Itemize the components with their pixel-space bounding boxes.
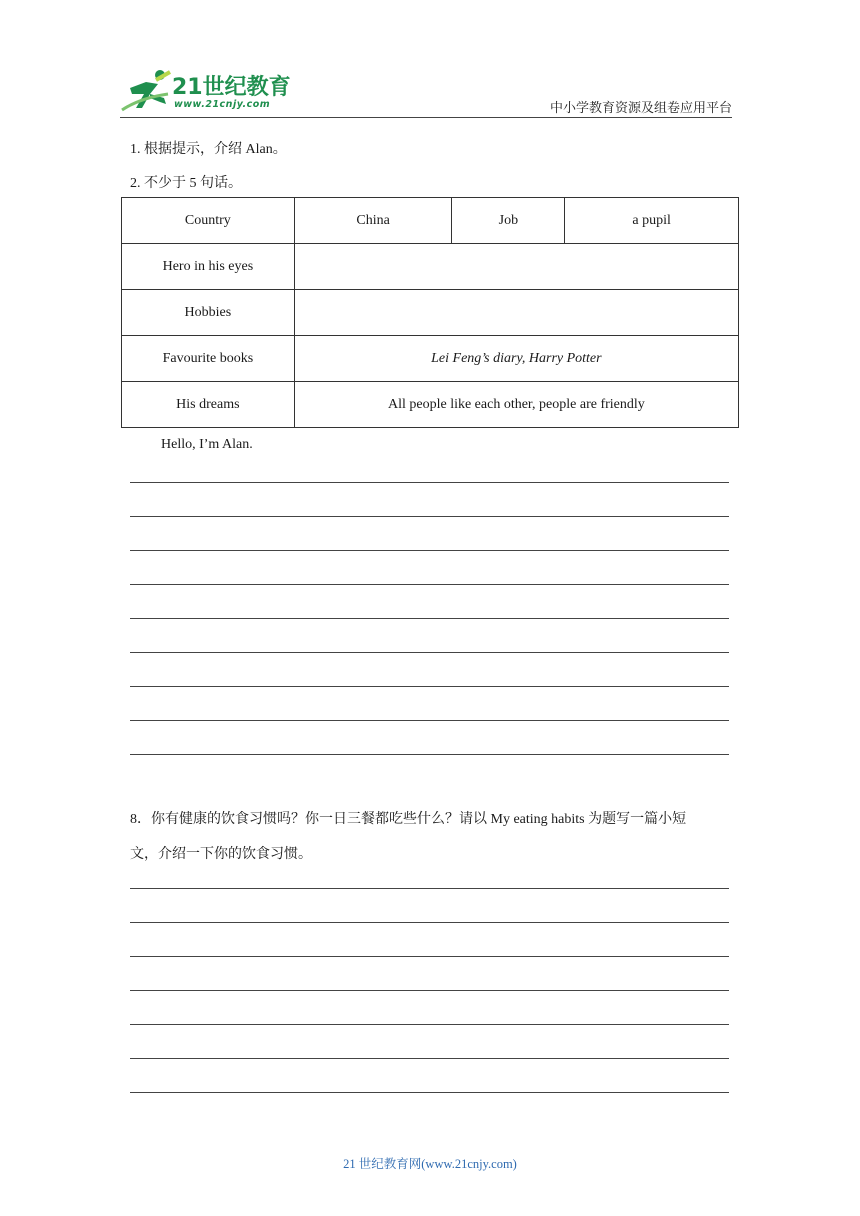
cell-hobbies-label: Hobbies <box>122 290 295 336</box>
writing-line[interactable] <box>130 482 729 483</box>
writing-line[interactable] <box>130 888 729 889</box>
instruction-1: 1. 根据提示，介绍 Alan。 <box>130 142 287 157</box>
table-row <box>122 290 739 336</box>
page-header <box>120 64 732 114</box>
table-row <box>122 382 739 428</box>
writing-line[interactable] <box>130 1058 729 1059</box>
header-divider <box>120 117 732 118</box>
writing-line[interactable] <box>130 990 729 991</box>
question-8-line-2: 文，介绍一下你的饮食习惯。 <box>130 847 312 862</box>
writing-line[interactable] <box>130 922 729 923</box>
writing-line[interactable] <box>130 686 729 687</box>
writing-line[interactable] <box>130 652 729 653</box>
cell-hero-value <box>294 244 738 290</box>
logo <box>120 68 290 112</box>
cell-books-label: Favourite books <box>122 336 295 382</box>
table-row <box>122 336 739 382</box>
cell-job-value: a pupil <box>565 198 739 244</box>
cell-country-value: China <box>294 198 452 244</box>
writing-line[interactable] <box>130 1092 729 1093</box>
logo-text: 21世纪教育 <box>172 75 291 100</box>
writing-line[interactable] <box>130 584 729 585</box>
cell-hobbies-value <box>294 290 738 336</box>
table-row <box>122 198 739 244</box>
cell-dreams-label: His dreams <box>122 382 295 428</box>
essay-opening: Hello, I’m Alan. <box>161 437 253 452</box>
running-figure-icon <box>120 68 172 112</box>
writing-line[interactable] <box>130 516 729 517</box>
instruction-2: 2. 不少于 5 句话。 <box>130 176 242 191</box>
logo-url: www.21cnjy.com <box>174 99 271 110</box>
writing-line[interactable] <box>130 618 729 619</box>
cell-books-value: Lei Feng’s diary, Harry Potter <box>294 336 738 382</box>
cell-country-label: Country <box>122 198 295 244</box>
question-8-line-1: 8．你有健康的饮食习惯吗？你一日三餐都吃些什么？请以 My eating habits 为题写一篇小短 <box>130 812 687 827</box>
writing-line[interactable] <box>130 754 729 755</box>
cell-job-label: Job <box>452 198 565 244</box>
table-row <box>122 244 739 290</box>
alan-info-table <box>121 197 739 428</box>
page-footer: 21 世纪教育网(www.21cnjy.com) <box>343 1157 517 1171</box>
writing-line[interactable] <box>130 956 729 957</box>
platform-name: 中小学教育资源及组卷应用平台 <box>549 100 732 115</box>
writing-line[interactable] <box>130 550 729 551</box>
cell-dreams-value: All people like each other, people are friendly <box>294 382 738 428</box>
writing-line[interactable] <box>130 720 729 721</box>
writing-line[interactable] <box>130 1024 729 1025</box>
cell-hero-label: Hero in his eyes <box>122 244 295 290</box>
